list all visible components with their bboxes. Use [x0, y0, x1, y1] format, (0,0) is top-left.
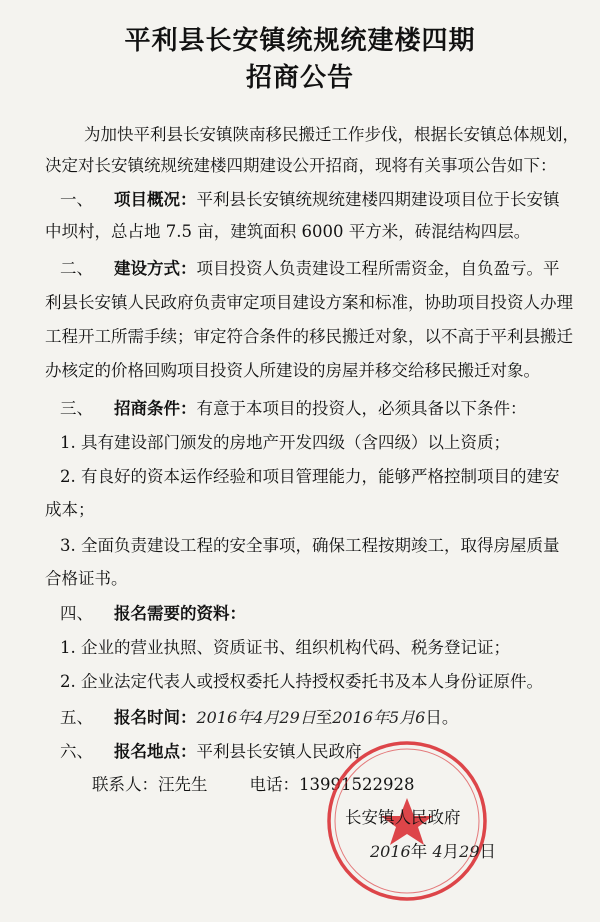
- start-date: 2016年4月29日: [196, 708, 316, 727]
- section-6-line: [60, 741, 361, 763]
- phone-label: 电话：: [249, 775, 299, 794]
- signing-organization: 长安镇人民政府: [345, 808, 461, 827]
- title-line-2: 招商公告: [245, 63, 354, 93]
- condition-item-3b: 合格证书。: [45, 569, 128, 588]
- condition-item-2a: 2. 有良好的资本运作经验和项目管理能力，能够严格控制项目的建安: [60, 467, 560, 486]
- section-3-heading: 招商条件：: [113, 399, 197, 418]
- date-day: 29: [459, 842, 480, 861]
- material-item-2: 2. 企业法定代表人或授权委托人持授权委托书及本人身份证原件。: [60, 672, 543, 691]
- condition-item-2b: 成本；: [45, 500, 95, 519]
- title-line-1: 平利县长安镇统规统建楼四期: [124, 26, 476, 56]
- section-2-num: 二、: [60, 259, 93, 278]
- section-2-text: 项目投资人负责建设工程所需资金，自负盈亏。平: [196, 259, 560, 278]
- section-4-num: 四、: [60, 604, 93, 623]
- end-date: 2016年5月6: [332, 708, 426, 727]
- section-1-line-2: 中坝村，总占地 7.5 亩，建筑面积 6000 平方米，砖混结构四层。: [45, 222, 531, 241]
- section-3-text: 有意于本项目的投资人，必须具备以下条件：: [196, 399, 527, 418]
- section-4-heading: 报名需要的资料：: [113, 604, 246, 623]
- section-5-heading: 报名时间：: [113, 708, 197, 727]
- section-2-line-3: 工程开工所需手续；审定符合条件的移民搬迁对象，以不高于平利县搬迁: [45, 327, 573, 346]
- section-3-num: 三、: [60, 399, 93, 418]
- section-2-line-2: 利县长安镇人民政府负责审定项目建设方案和标准，协助项目投资人办理: [45, 293, 573, 312]
- section-5-num: 五、: [60, 708, 93, 727]
- section-1-line-1: [60, 189, 559, 211]
- section-2-line-4: 办核定的价格回购项目投资人所建设的房屋并移交给移民搬迁对象。: [45, 361, 540, 380]
- signing-date: [370, 838, 496, 862]
- condition-item-1: 1. 具有建设部门颁发的房地产开发四级（含四级）以上资质；: [60, 433, 510, 452]
- section-2-line-1: [60, 258, 559, 280]
- section-5-line: [60, 707, 458, 729]
- date-separator: 至: [315, 708, 333, 727]
- section-6-heading: 报名地点：: [113, 742, 197, 761]
- section-2-heading: 建设方式：: [113, 259, 197, 278]
- condition-item-3a: 3. 全面负责建设工程的安全事项，确保工程按期竣工，取得房屋质量: [60, 536, 560, 555]
- contact-label: 联系人：: [92, 775, 158, 794]
- section-1-num: 一、: [60, 190, 93, 209]
- section-3-line-1: [60, 398, 526, 420]
- date-year-unit: 年: [410, 842, 428, 861]
- registration-place: 平利县长安镇人民政府: [196, 742, 362, 761]
- section-6-num: 六、: [60, 742, 93, 761]
- section-4-line-1: [60, 603, 246, 625]
- phone-number: 13991522928: [298, 775, 415, 794]
- date-month-unit: 月: [442, 842, 460, 861]
- date-month: 4: [432, 842, 443, 861]
- date-end: 日。: [425, 708, 459, 727]
- date-year: 2016: [370, 842, 411, 861]
- section-1-text: 平利县长安镇统规统建楼四期建设项目位于长安镇: [196, 190, 560, 209]
- intro-line-1: 为加快平利县长安镇陕南移民搬迁工作步伐，根据长安镇总体规划，: [84, 125, 579, 144]
- intro-line-2: 决定对长安镇统规统建楼四期建设公开招商，现将有关事项公告如下：: [45, 156, 557, 175]
- date-day-unit: 日: [479, 842, 497, 861]
- section-1-heading: 项目概况：: [113, 190, 197, 209]
- contact-name: 汪先生: [158, 775, 208, 794]
- material-item-1: 1. 企业的营业执照、资质证书、组织机构代码、税务登记证；: [60, 638, 510, 657]
